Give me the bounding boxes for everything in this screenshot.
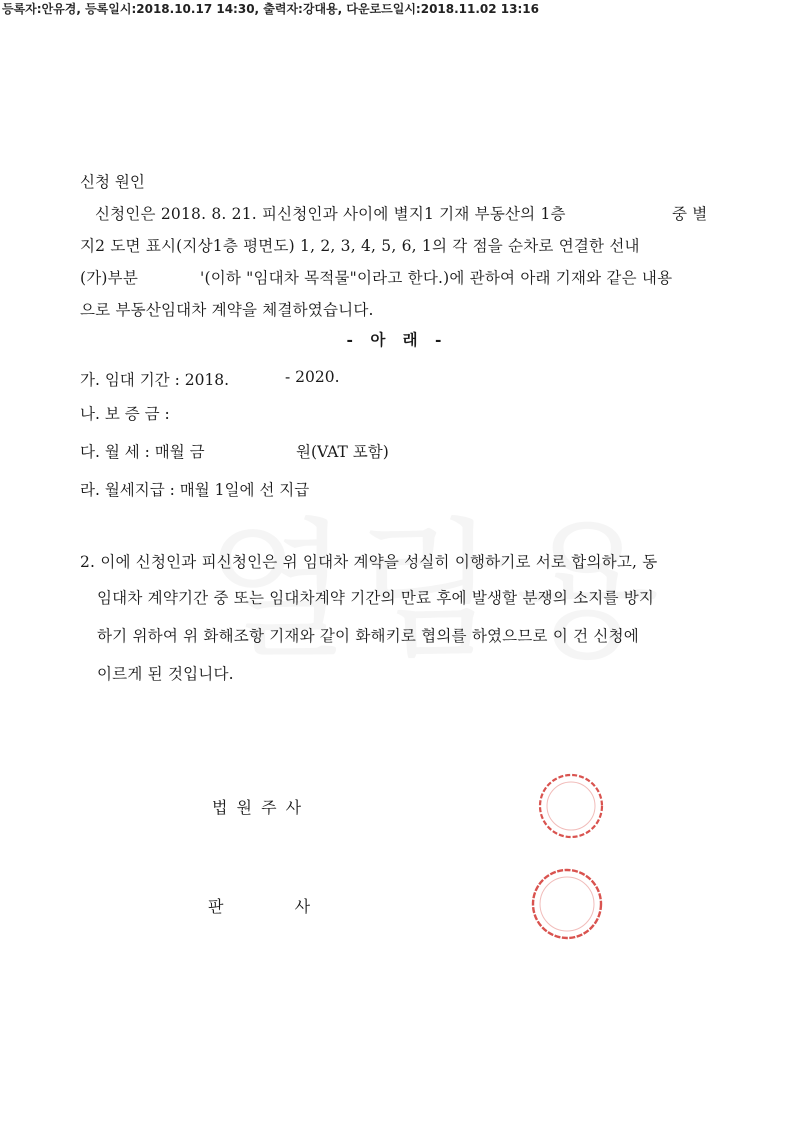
paragraph-line-2: 지2 도면 표시(지상1층 평면도) 1, 2, 3, 4, 5, 6, 1의 각 점을 순차로 연결한 선내 (80, 237, 640, 255)
deposit-label: 나. 보 증 금 : (80, 405, 170, 423)
paragraph-line-1: 신청인은 2018. 8. 21. 피신청인과 사이에 별지1 기재 부동산의 1층 (95, 205, 566, 223)
paragraph-line-3-rest: '(이하 "임대차 목적물"이라고 한다.)에 관하여 아래 기재와 같은 내용 (200, 269, 673, 287)
document-meta-header: 등록자:안유경, 등록일시:2018.10.17 14:30, 출력자:강대용, 다운로드일시:2018.11.02 13:16 (2, 2, 540, 16)
section2-line-3: 하기 위하여 위 화해조항 기재와 같이 화해키로 협의를 하였으므로 이 건 신청에 (97, 627, 639, 645)
monthly-rent-label: 다. 월 세 : 매월 금 (80, 443, 205, 461)
monthly-rent-suffix: 원(VAT 포함) (296, 443, 389, 461)
section-title: 신청 원인 (80, 173, 145, 191)
paragraph-line-1-tail: 중 별 (672, 205, 708, 223)
paragraph-line-4: 으로 부동산임대차 계약을 체결하였습니다. (80, 301, 374, 319)
section2-line-4: 이르게 된 것입니다. (97, 665, 234, 683)
judge-label: 판 사 (208, 897, 311, 916)
lease-period-label: 가. 임대 기간 : 2018. (80, 371, 230, 389)
watermark-stamp (205, 470, 670, 686)
court-clerk-label: 법 원 주 사 (212, 798, 304, 817)
lease-period-end: - 2020. (285, 368, 340, 386)
paragraph-line-3-start: (가)부분 (80, 269, 139, 287)
court-clerk-seal (535, 770, 607, 842)
judge-seal (528, 865, 606, 943)
section2-line-2: 임대차 계약기간 중 또는 임대차계약 기간의 만료 후에 발생할 분쟁의 소지를 방지 (97, 589, 655, 607)
rent-payment-label: 라. 월세지급 : 매월 1일에 선 지급 (80, 481, 310, 499)
notice-heading: - 아 래 - (346, 330, 448, 349)
section2-line-1: 2. 이에 신청인과 피신청인은 위 임대차 계약을 성실히 이행하기로 서로 합의하고, 동 (80, 553, 658, 571)
